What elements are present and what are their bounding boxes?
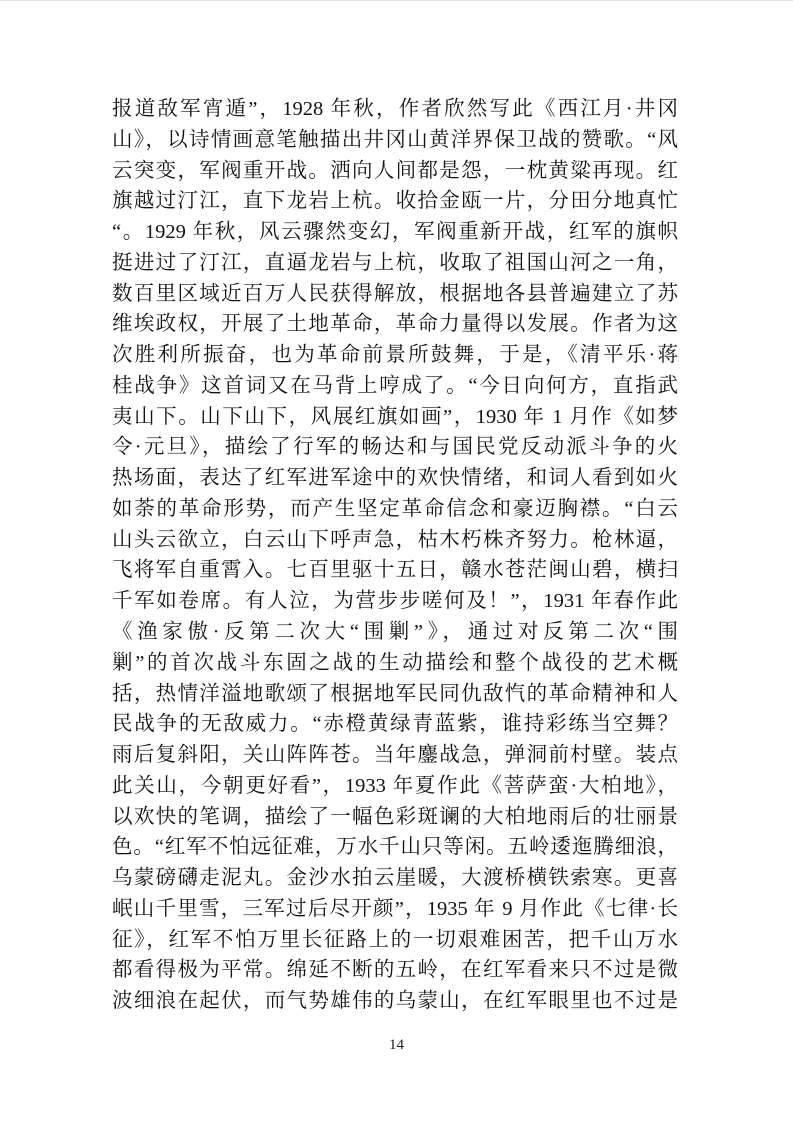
page-top-edge bbox=[0, 0, 793, 1]
text-line: 飞将军自重霄入。七百里驱十五日，赣水苍茫闽山碧，横扫 bbox=[112, 559, 678, 582]
text-line: 夷山下。山下山下，风展红旗如画”，1930 年 1 月作《如梦 bbox=[112, 405, 678, 428]
text-line: 报道敌军宵遁”，1928 年秋，作者欣然写此《西江月·井冈 bbox=[112, 98, 678, 120]
text-line: 挺进过了汀江，直逼龙岩与上杭，收取了祖国山河之一角， bbox=[112, 251, 678, 274]
text-line: 剿”的首次战斗东固之战的生动描绘和整个战役的艺术概 bbox=[112, 651, 678, 674]
text-line: 乌蒙磅礴走泥丸。金沙水拍云崖暖，大渡桥横铁索寒。更喜 bbox=[112, 867, 678, 890]
text-line: 桂战争》这首词又在马背上哼成了。“今日向何方，直指武 bbox=[112, 374, 678, 397]
text-line: 次胜利所振奋，也为革命前景所鼓舞，于是，《清平乐·蒋 bbox=[112, 344, 678, 367]
text-line: 括，热情洋溢地歌颂了根据地军民同仇敌忾的革命精神和人 bbox=[112, 682, 678, 705]
text-line: 千军如卷席。有人泣，为营步步嗟何及！”，1931 年春作此 bbox=[112, 590, 678, 613]
text-line: 以欢快的笔调，描绘了一幅色彩斑谰的大柏地雨后的壮丽景 bbox=[112, 805, 678, 828]
text-line: 令·元旦》，描绘了行军的畅达和与国民党反动派斗争的火 bbox=[112, 436, 678, 459]
text-line: 岷山千里雪，三军过后尽开颜”，1935 年 9 月作此《七律·长 bbox=[112, 897, 678, 920]
text-line: “。1929 年秋，风云骤然变幻，军阀重新开战，红军的旗帜 bbox=[112, 221, 678, 244]
text-line: 山头云欲立，白云山下呼声急，枯木朽株齐努力。枪林逼， bbox=[112, 528, 678, 551]
text-line: 《渔家傲·反第二次大“围剿”》，通过对反第二次“围 bbox=[112, 621, 678, 644]
text-line: 如荼的革命形势，而产生坚定革命信念和豪迈胸襟。“白云 bbox=[112, 497, 678, 520]
text-line: 波细浪在起伏，而气势雄伟的乌蒙山，在红军眼里也不过是 bbox=[112, 990, 678, 1013]
text-line: 旗越过汀江，直下龙岩上杭。收拾金瓯一片，分田分地真忙 bbox=[112, 190, 678, 213]
body-text bbox=[112, 94, 678, 1017]
text-line: 征》，红军不怕万里长征路上的一切艰难困苦，把千山万水 bbox=[112, 928, 678, 951]
text-line: 山》，以诗情画意笔触描出井冈山黄洋界保卫战的赞歌。“风 bbox=[112, 128, 678, 151]
text-line: 雨后复斜阳，关山阵阵苍。当年鏖战急，弹洞前村壁。装点 bbox=[112, 744, 678, 767]
text-line: 民战争的无敌威力。“赤橙黄绿青蓝紫，谁持彩练当空舞？ bbox=[112, 713, 678, 736]
text-line: 维埃政权，开展了土地革命，革命力量得以发展。作者为这 bbox=[112, 313, 678, 336]
text-line: 云突变，军阀重开战。洒向人间都是怨，一枕黄粱再现。红 bbox=[112, 159, 678, 182]
text-line: 都看得极为平常。绵延不断的五岭，在红军看来只不过是微 bbox=[112, 959, 678, 982]
text-line: 此关山，今朝更好看”，1933 年夏作此《菩萨蛮·大柏地》， bbox=[112, 774, 678, 797]
text-line: 热场面，表达了红军进军途中的欢快情绪，和词人看到如火 bbox=[112, 467, 678, 490]
text-line: 数百里区域近百万人民获得解放，根据地各县普遍建立了苏 bbox=[112, 282, 678, 305]
text-line: 色。“红军不怕远征难，万水千山只等闲。五岭逶迤腾细浪， bbox=[112, 836, 678, 859]
page-number: 14 bbox=[389, 1037, 404, 1053]
